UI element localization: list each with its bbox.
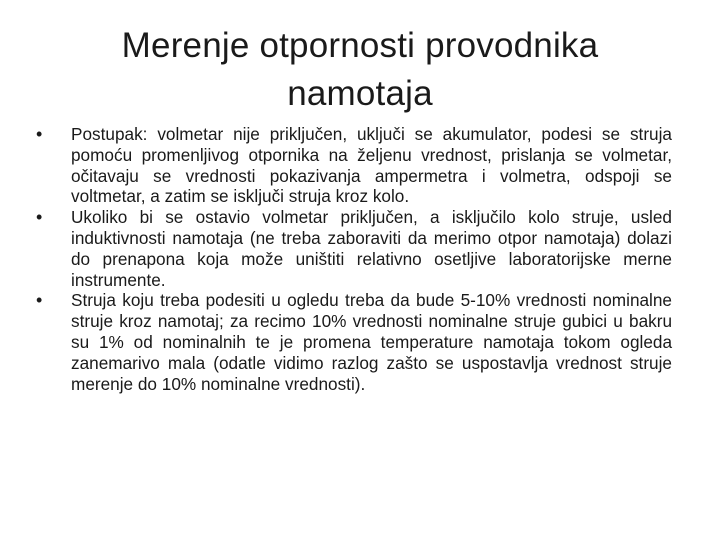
- bullet-item-voltmeter-warning: [36, 207, 672, 290]
- bullet-item-current-setting: [36, 290, 672, 394]
- bullet-marker-icon: •: [36, 207, 43, 228]
- bullet-marker-icon: •: [36, 290, 43, 311]
- bullet-list: [36, 124, 672, 394]
- bullet-item-procedure: [36, 124, 672, 207]
- bullet-marker-icon: •: [36, 124, 43, 144]
- bullet-text-voltmeter-warning: Ukoliko bi se ostavio volmetar priključen, a isključilo kolo struje, usled induktivnosti namotaja (ne treba zaboraviti da merimo otpor namotaja) dolazi do prenapona koja može uništiti relativno osetljive laboratorijske merne instrumente.: [71, 207, 672, 290]
- slide-title: Merenje otpornosti provodnika namotaja: [121, 26, 599, 113]
- bullet-text-current-setting: Struja koju treba podesiti u ogledu treba da bude 5-10% vrednosti nominalne struje kroz namotaj; za recimo 10% vrednosti nominalne struje gubici u bakru su 1% od nominalnih te je promena temperature namotaja tokom ogleda zanemarivo mala (odatle vidimo razlog zašto se uspostavlja vrednost struje merenje do 10% nominalne vrednosti).: [71, 290, 672, 394]
- bullet-text-procedure: Postupak: volmetar nije priključen, uključi se akumulator, podesi se struja pomoću promenljivog otpornika na željenu vrednost, prislanja se volmetar, očitavaju se vrednosti pokazivanja ampermetra i volmetra, odspoji se voltmetar, a zatim se isključi struja kroz kolo.: [71, 124, 672, 207]
